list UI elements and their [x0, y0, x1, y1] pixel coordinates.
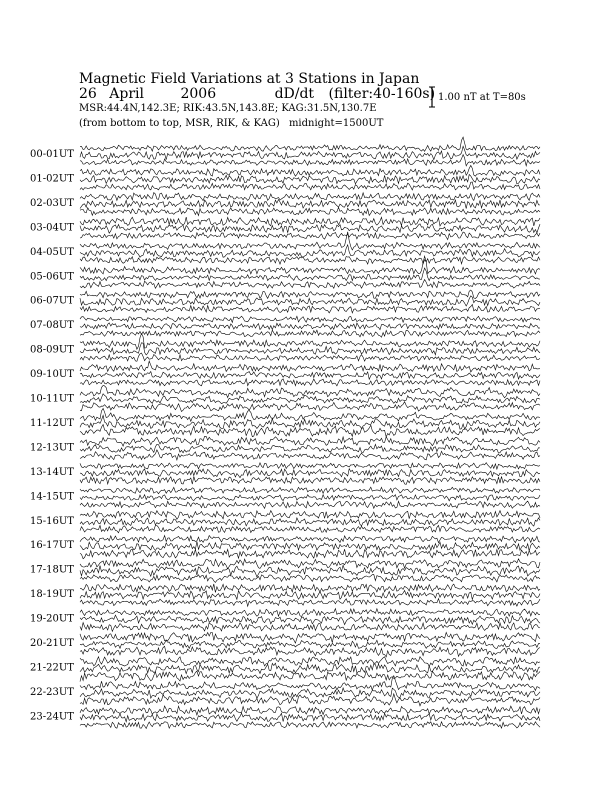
trace-msr-03-04UT [80, 232, 540, 240]
trace-rik-22-23UT [80, 688, 540, 698]
hour-label: 22-23UT [30, 686, 74, 698]
trace-msr-23-24UT [80, 722, 540, 729]
trace-rik-15-16UT [80, 518, 540, 526]
trace-rik-16-17UT [80, 542, 540, 551]
trace-msr-13-14UT [80, 477, 540, 485]
trace-kag-00-01UT [80, 137, 540, 151]
hour-label: 18-19UT [30, 589, 74, 601]
trace-msr-10-11UT [80, 402, 540, 412]
hour-label: 23-24UT [30, 711, 74, 723]
trace-msr-01-02UT [80, 182, 540, 190]
trace-msr-14-15UT [80, 501, 540, 508]
trace-kag-07-08UT [80, 316, 540, 322]
trace-msr-11-12UT [80, 425, 540, 437]
trace-msr-21-22UT [80, 671, 540, 682]
trace-msr-08-09UT [80, 353, 540, 361]
trace-kag-17-18UT [80, 559, 540, 569]
trace-rik-11-12UT [80, 415, 540, 429]
date-year: 2006 [180, 86, 217, 102]
hour-label: 00-01UT [30, 149, 74, 160]
hour-label: 15-16UT [30, 515, 74, 527]
station-coordinates: MSR:44.4N,142.3E; RIK:43.5N,143.8E; KAG:31.5N,130.7E [79, 103, 377, 114]
hour-label: 20-21UT [30, 638, 74, 649]
trace-msr-15-16UT [80, 525, 540, 532]
trace-msr-20-21UT [80, 646, 540, 657]
trace-msr-06-07UT [80, 305, 540, 313]
trace-msr-12-13UT [80, 450, 540, 460]
trace-rik-05-06UT [80, 268, 540, 281]
trace-kag-10-11UT [80, 386, 540, 398]
trace-kag-11-12UT [80, 408, 540, 421]
trace-kag-06-07UT [80, 290, 540, 299]
trace-rik-23-24UT [80, 713, 540, 722]
midnight-note: midnight=1500UT [288, 118, 384, 129]
trace-rik-03-04UT [80, 224, 540, 233]
trace-kag-19-20UT [80, 609, 540, 617]
trace-msr-00-01UT [80, 155, 540, 166]
hour-label: 09-10UT [30, 369, 74, 381]
trace-rik-00-01UT [80, 146, 540, 160]
hour-label: 13-14UT [30, 466, 74, 478]
trace-msr-02-03UT [80, 208, 540, 216]
order-note: (from bottom to top, MSR, RIK, & KAG) [79, 118, 280, 129]
hour-label: 12-13UT [30, 442, 74, 454]
trace-msr-05-06UT [80, 280, 540, 289]
trace-msr-19-20UT [80, 623, 540, 632]
hour-label: 11-12UT [30, 417, 74, 429]
hour-label: 10-11UT [30, 393, 74, 405]
trace-rik-09-10UT [80, 372, 540, 380]
trace-kag-16-17UT [80, 536, 540, 543]
chart-title: Magnetic Field Variations at 3 Stations in Japan [79, 71, 420, 87]
trace-kag-02-03UT [80, 193, 540, 201]
trace-kag-21-22UT [80, 657, 540, 667]
hour-label: 04-05UT [30, 246, 74, 258]
hour-label: 05-06UT [30, 271, 74, 283]
hour-label: 02-03UT [30, 197, 74, 209]
trace-msr-18-19UT [80, 599, 540, 607]
trace-kag-01-02UT [80, 165, 540, 176]
hour-label: 16-17UT [30, 540, 74, 552]
trace-kag-09-10UT [80, 361, 540, 372]
date-day: 26 [79, 86, 97, 102]
trace-rik-20-21UT [80, 640, 540, 648]
scale-label: 1.00 nT at T=80s [438, 92, 526, 103]
trace-msr-04-05UT [80, 257, 540, 265]
hour-label: 07-08UT [30, 320, 74, 332]
trace-rik-19-20UT [80, 615, 540, 625]
trace-kag-12-13UT [80, 436, 540, 446]
hour-label: 19-20UT [30, 613, 74, 625]
hour-label: 21-22UT [30, 662, 74, 674]
hour-label: 14-15UT [30, 491, 74, 503]
hour-label: 03-04UT [30, 222, 74, 234]
trace-msr-09-10UT [80, 379, 540, 386]
trace-kag-14-15UT [80, 487, 540, 494]
hour-label: 01-02UT [30, 173, 74, 185]
hour-label: 06-07UT [30, 295, 74, 307]
trace-rik-04-05UT [80, 245, 540, 257]
trace-rik-14-15UT [80, 495, 540, 501]
trace-rik-07-08UT [80, 323, 540, 330]
date-month: April [109, 86, 145, 102]
filter-label: (filter:40-160s) [328, 86, 436, 102]
hour-label: 08-09UT [30, 344, 74, 356]
trace-kag-08-09UT [80, 334, 540, 350]
trace-kag-03-04UT [80, 217, 540, 226]
trace-msr-16-17UT [80, 549, 540, 559]
trace-kag-18-19UT [80, 584, 540, 593]
quantity-label: dD/dt [274, 86, 315, 102]
trace-kag-15-16UT [80, 511, 540, 520]
trace-kag-23-24UT [80, 706, 540, 715]
trace-rik-02-03UT [80, 200, 540, 209]
hour-label: 17-18UT [30, 564, 74, 576]
trace-msr-07-08UT [80, 330, 540, 337]
trace-rik-21-22UT [80, 663, 540, 674]
trace-rik-18-19UT [80, 591, 540, 600]
trace-kag-13-14UT [80, 463, 540, 469]
trace-kag-20-21UT [80, 632, 540, 643]
trace-rik-13-14UT [80, 469, 540, 478]
trace-msr-17-18UT [80, 575, 540, 583]
